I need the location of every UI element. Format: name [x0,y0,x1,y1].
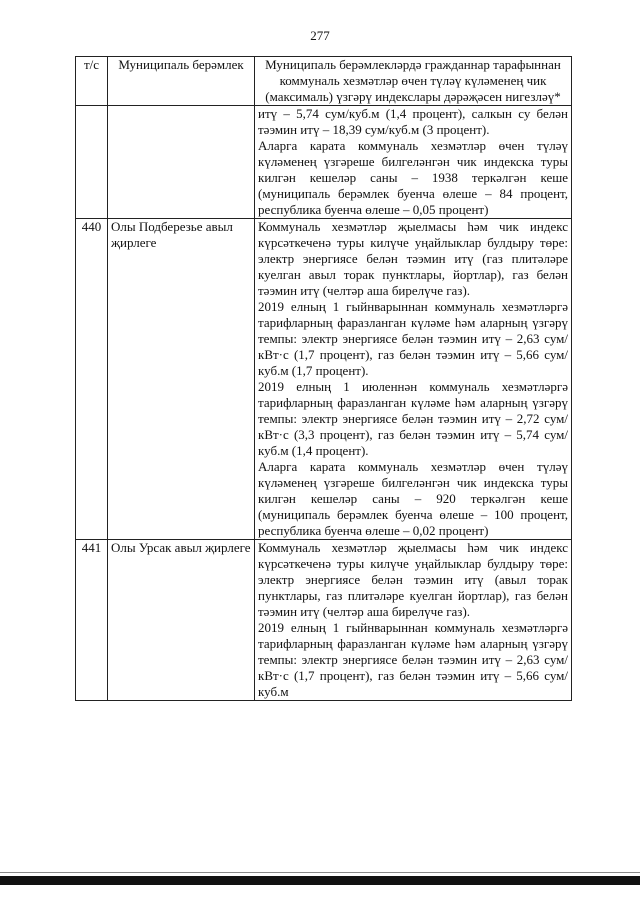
cell-number: 440 [76,219,108,540]
scan-edge-line [0,872,640,873]
indices-table [75,56,572,701]
cell-municipality-name: Олы Урсак авыл җирлеге [108,540,255,701]
header-municipality: Муниципаль берәмлек [108,57,255,106]
description-paragraph: 2019 елның 1 гыйнварыннан коммуналь хезмәтләргә тарифларның фаразланган күләме һәм аларның үзгәрү темпы: электр энергиясе белән тәэмин итү – 2,63 сум/кВт·с (1,7 процент), газ белән тәэмин итү – 5,66 сум/куб.м [258,620,568,699]
header-number: т/с [76,57,108,106]
cell-name-empty [108,106,255,219]
description-paragraph: итү – 5,74 сум/куб.м (1,4 процент), салкын су белән тәэмин итү – 18,39 сум/куб.м (3 процент). [258,106,568,137]
cell-description [255,219,572,540]
table-row-continuation [76,106,572,219]
description-paragraph: Аларга карата коммуналь хезмәтләр өчен түләү күләменең үзгәреше билгеләнгән чик индекска туры килгән кешеләр саны – 920 теркәлгән кеше (муниципаль берәмлек буенча өлеше – 100 процент, республика буенча өлеше – 0,02 процент) [258,459,568,538]
description-paragraph: Коммуналь хезмәтләр җыелмасы һәм чик индекс күрсәткеченә туры килүче уңайлыклар булдыру төре: электр энергиясе белән тәэмин итү (газ плитәләре куелган авыл торак пунктлары, йортлар), газ белән тәэмин итү (челтәр аша бирелүче газ). [258,219,568,298]
cell-description [255,106,572,219]
table-row-441 [76,540,572,701]
table-row-440 [76,219,572,540]
cell-number: 441 [76,540,108,701]
table-header-row [76,57,572,106]
cell-description [255,540,572,701]
scan-edge-bar [0,876,640,885]
header-indices: Муниципаль берәмлекләрдә гражданнар тарафыннан коммуналь хезмәтләр өчен түләү күләменең чик (максималь) үзгәрү индекслары дәрәҗәсен нигезләү* [255,57,572,106]
cell-number-empty [76,106,108,219]
description-paragraph: 2019 елның 1 июленнән коммуналь хезмәтләргә тарифларның фаразланган күләме һәм аларның үзгәрү темпы: электр энергиясе белән тәэмин итү – 2,72 сум/кВт·с (3,3 процент), газ белән тәэмин итү – 5,74 сум/куб.м (1,4 процент). [258,379,568,458]
cell-municipality-name: Олы Подберезье авыл җирлеге [108,219,255,540]
description-paragraph: 2019 елның 1 гыйнварыннан коммуналь хезмәтләргә тарифларның фаразланган күләме һәм аларның үзгәрү темпы: электр энергиясе белән тәэмин итү – 2,63 сум/кВт·с (1,7 процент), газ белән тәэмин итү – 5,66 сум/куб.м (1,7 процент). [258,299,568,378]
description-paragraph: Аларга карата коммуналь хезмәтләр өчен түләү күләменең үзгәреше билгеләнгән чик индекска туры килгән кешеләр саны – 1938 теркәлгән кеше (муниципаль берәмлек буенча өлеше – 84 процент, республика буенча өлеше – 0,05 процент) [258,138,568,217]
description-paragraph: Коммуналь хезмәтләр җыелмасы һәм чик индекс күрсәткеченә туры килүче уңайлыклар булдыру төре: электр энергиясе белән тәэмин итү (авыл торак пунктлары, газ плитәләре куелган йортлар), газ белән тәэмин итү (челтәр аша бирелүче газ). [258,540,568,619]
page-number: 277 [310,28,330,43]
